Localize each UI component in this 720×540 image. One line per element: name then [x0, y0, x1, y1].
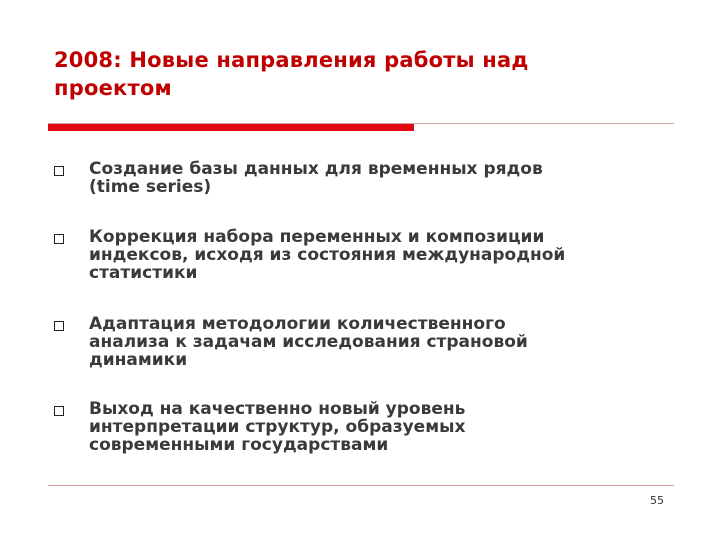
- hollow-square-bullet-icon: [54, 166, 64, 176]
- footer-divider: [48, 485, 674, 486]
- hollow-square-bullet-icon: [54, 234, 64, 244]
- bullet-text: Коррекция набора переменных и композиции индексов, исходя из состояния международной статистики: [89, 227, 566, 283]
- bullet-text: Адаптация методологии количественного анализа к задачам исследования страновой динамики: [89, 314, 528, 370]
- bullet-text: Создание базы данных для временных рядов (time series): [89, 159, 543, 197]
- slide-title: 2008: Новые направления работы над проектом: [54, 48, 529, 100]
- hollow-square-bullet-icon: [54, 406, 64, 416]
- page-number: 55: [650, 494, 664, 507]
- hollow-square-bullet-icon: [54, 321, 64, 331]
- bullet-text: Выход на качественно новый уровень интерпретации структур, образуемых современными государствами: [89, 399, 466, 455]
